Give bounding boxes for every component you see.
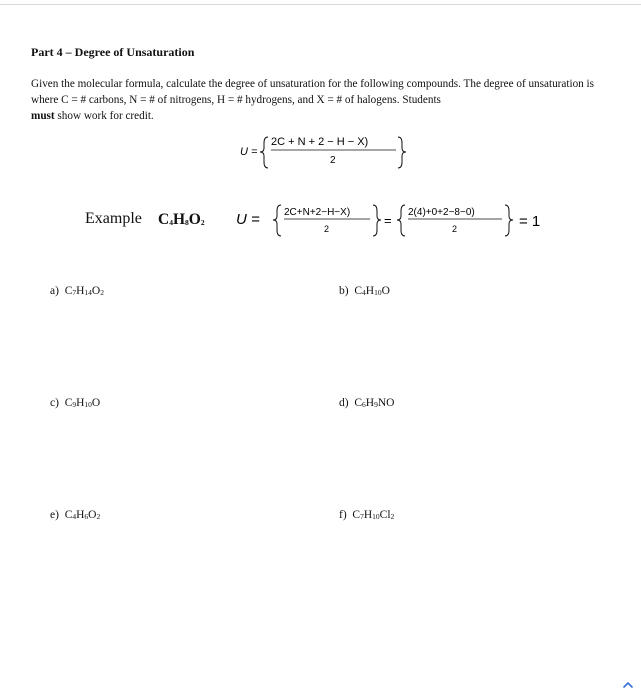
- instructions-bold-word: must: [31, 110, 55, 122]
- example-brace-1-left: [273, 205, 281, 236]
- instructions-text: Given the molecular formula, calculate the degree of unsaturation for the following compounds. The degree of unsaturation is where C = # carbons, N = # of nitrogens, H = # hydrogens, and X = # of halogens. Students: [31, 78, 595, 106]
- example-equation: [234, 199, 554, 239]
- example-brace-2-left: [397, 205, 405, 236]
- question-a: a) $C_7H_{14}O_2$: [50, 285, 104, 297]
- example-label: Example: [85, 210, 142, 227]
- example-equals: =: [384, 213, 392, 228]
- section-heading: Part 4 – Degree of Unsaturation: [31, 45, 195, 59]
- question-b: b) $C_4H_{10}O$: [339, 285, 390, 297]
- example-fraction2-denominator: 2: [452, 224, 458, 234]
- example-fraction2-numerator: 2(4)+0+2−8−0): [408, 207, 475, 218]
- example-result: = 1: [519, 213, 541, 230]
- question-f: f) $C_7H_{10}Cl_2$: [339, 509, 395, 521]
- instructions-text-end: show work for credit.: [54, 110, 154, 122]
- formula-denominator: 2: [330, 155, 336, 166]
- question-e: e) $C_4H_6O_2$: [50, 509, 101, 521]
- question-c: c) $C_9H_{10}O$: [50, 397, 101, 409]
- example-compound: $C_4H_8O_2$: [158, 211, 205, 228]
- formula-left-brace: [260, 137, 268, 168]
- chevron-up-icon[interactable]: [621, 678, 635, 692]
- example-brace-2-right: [505, 205, 513, 236]
- example-lhs: U =: [236, 211, 260, 228]
- example-fraction1-numerator: 2C+N+2−H−X): [284, 207, 351, 218]
- formula-numerator: 2C + N + 2 − H − X): [271, 136, 369, 148]
- example-brace-1-right: [373, 205, 381, 236]
- example-fraction1-denominator: 2: [324, 224, 330, 234]
- instructions-paragraph: [31, 76, 611, 124]
- question-d: d) $C_6H_9NO$: [339, 397, 395, 409]
- unsaturation-formula: [238, 131, 418, 171]
- top-divider: [0, 4, 641, 5]
- formula-lhs: U =: [240, 146, 258, 158]
- formula-right-brace: [398, 137, 406, 168]
